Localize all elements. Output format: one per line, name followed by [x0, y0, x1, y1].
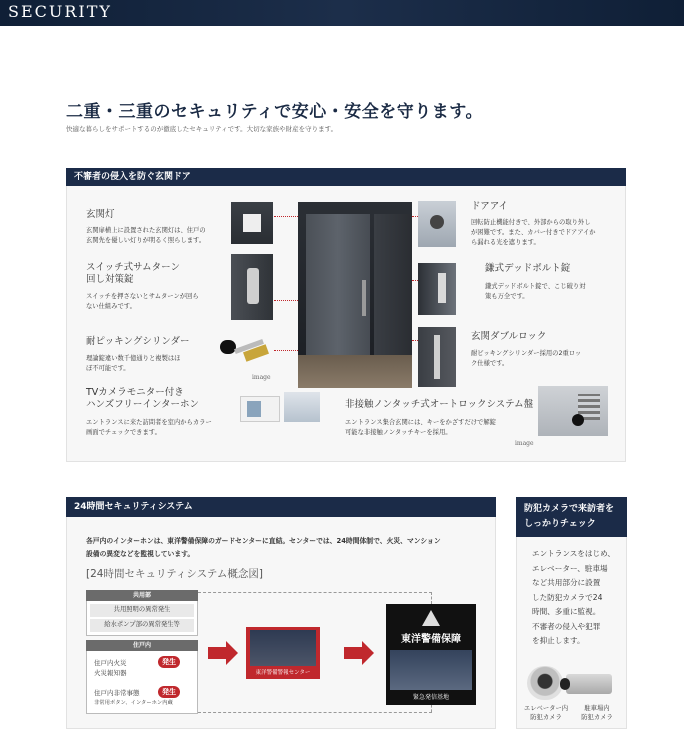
- desc-line: した防犯カメラで24: [532, 592, 603, 602]
- system-section-title: 24時間セキュリティシステム: [66, 497, 496, 517]
- company-label: 緊急発信基地: [412, 694, 449, 701]
- thumbturn-icon: [247, 268, 259, 304]
- dashed-connector-bottom: [198, 712, 432, 713]
- image-caption: image: [252, 374, 271, 381]
- feature-intercom-title: [86, 387, 199, 411]
- leader-line: [274, 300, 298, 301]
- door-handle-icon: [434, 335, 440, 379]
- desc-line: エレベーター、駐車場: [532, 563, 608, 573]
- status-badge: 発生: [158, 656, 180, 668]
- title-line: しっかりチェック: [524, 519, 596, 529]
- leader-line: [412, 216, 418, 217]
- common-row: 共用照明の異常発生: [90, 604, 194, 617]
- desc-line: ら漏れる光を遮ります。: [471, 239, 540, 246]
- door-section-title: 不審者の侵入を防ぐ玄関ドア: [66, 168, 626, 186]
- page-header: [0, 0, 684, 26]
- system-description: [86, 535, 481, 561]
- feature-door-eye-desc: [471, 218, 596, 248]
- door-handle: [362, 280, 366, 316]
- camera-lens-icon: [560, 678, 570, 690]
- dashed-connector-top: [198, 592, 432, 593]
- desc-line: エントランスに来た訪問者を室内からカラー: [86, 419, 212, 426]
- leader-line: [274, 350, 298, 351]
- dashed-connector-top-drop: [431, 592, 432, 604]
- title-line: 回し対策錠: [86, 274, 134, 285]
- desc-line: ぼ不可能です。: [86, 365, 130, 372]
- label-line: エレベーター内: [523, 705, 569, 712]
- porch-light-image: [231, 202, 273, 244]
- desc-line: 設備の異変などを監視しています。: [86, 550, 195, 558]
- guard-center-photo: [250, 630, 316, 666]
- desc-line: 回転防止機能付きで、外部からの取り外し: [471, 219, 591, 226]
- desc-line: 画面でチェックできます。: [86, 429, 161, 436]
- feature-porch-light-desc: [86, 226, 206, 246]
- desc-line: 時間、多重に監視。: [532, 607, 601, 616]
- main-headline: 二重・三重のセキュリティで安心・安全を守ります。: [66, 102, 483, 122]
- desc-line: が困難です。また、カバー付きでドアアイか: [471, 229, 596, 236]
- main-subtitle: 快適な暮らしをサポートするのが徹底したセキュリティです。大切な家族や財産を守ります。: [66, 125, 338, 133]
- page-title: SECURITY: [8, 2, 112, 21]
- guard-center-label: 東洋警備警報センター: [255, 670, 311, 676]
- desc-line: 玄関先を優しい灯りが明るく照らします。: [86, 237, 206, 244]
- company-photo: [390, 650, 472, 690]
- feature-autolock-title: 非接触ノンタッチ式オートロックシステム盤: [345, 399, 534, 410]
- thumbturn-image: [231, 254, 273, 320]
- desc-line: 理論錠違い数千億通りと複製はほ: [86, 355, 181, 362]
- camera-section-title: [516, 497, 627, 537]
- key-tag-icon: [572, 414, 584, 426]
- desc-line: ク仕様です。: [471, 360, 509, 367]
- box-camera-icon: [566, 674, 612, 694]
- title-line: ハンズフリーインターホン: [86, 399, 199, 410]
- company-name: 東洋警備保障: [401, 634, 461, 645]
- label-line: 防犯カメラ: [581, 714, 613, 721]
- door-floor: [298, 355, 412, 388]
- desc-line: 各戸内のインターホンは、東洋警備保障のガードセンターに直結。センターでは、24時間体制で、火災、マンション: [86, 537, 441, 545]
- desc-line: 可能な非接触ノンタッチキーを採用。: [345, 429, 452, 436]
- title-line: TVカメラモニター付き: [86, 387, 184, 398]
- desc-line: 耐ピッキングシリンダー採用の2重ロッ: [471, 350, 582, 357]
- lamp-icon: [243, 214, 261, 232]
- desc-line: エントランスをはじめ、: [532, 549, 615, 558]
- visitor-photo: [284, 392, 320, 422]
- feature-autolock-desc: [345, 418, 496, 438]
- feature-deadbolt-title: 鎌式デッドボルト錠: [485, 263, 571, 274]
- dashed-connector-bottom-rise: [431, 705, 432, 712]
- row-line: 非常用ボタン、インターホン内蔵: [94, 700, 173, 706]
- common-row: 給水ポンプ部の異常発生等: [90, 619, 194, 632]
- dome-camera-icon: [527, 666, 563, 700]
- desc-line: エントランス集合玄関には、キーをかざすだけで解錠: [345, 419, 496, 426]
- double-lock-image: [418, 327, 456, 387]
- feature-thumbturn-desc: [86, 292, 199, 312]
- image-caption: image: [515, 440, 534, 447]
- leader-line: [412, 280, 418, 281]
- desc-line: 玄関扉横上に設置された玄関灯は、住戸の: [86, 227, 206, 234]
- feature-double-lock-title: 玄関ダブルロック: [471, 331, 547, 342]
- key-icon: [220, 340, 236, 354]
- row-line: 住戸内非常事態: [94, 689, 140, 697]
- diagram-title: [24時間セキュリティシステム概念図]: [86, 568, 263, 580]
- common-area-header: 共用部: [86, 590, 198, 601]
- feature-double-lock-desc: [471, 349, 581, 369]
- deadbolt-icon: [438, 273, 446, 303]
- desc-line: など共用部分に設置: [532, 578, 601, 587]
- desc-line: スイッチを押さないとサムターンが回ら: [86, 293, 199, 300]
- unit-row-fire: [94, 658, 127, 678]
- desc-line: 策も万全です。: [485, 293, 529, 300]
- arrow-right-icon: [208, 647, 226, 659]
- feature-cylinder-title: 耐ピッキングシリンダー: [86, 336, 190, 347]
- title-line: 防犯カメラで来訪者を: [524, 504, 615, 514]
- door-panel-image: [306, 214, 370, 359]
- desc-line: を抑止します。: [532, 636, 585, 645]
- feature-intercom-desc: [86, 418, 212, 438]
- monitor-screen-icon: [247, 401, 261, 417]
- autolock-panel-image: [538, 386, 608, 436]
- elevator-camera-label: [522, 704, 570, 722]
- parking-camera-label: [574, 704, 620, 722]
- arrow-right-head-icon: [362, 641, 374, 665]
- door-eye-icon: [430, 215, 444, 229]
- desc-line: ない仕組みです。: [86, 303, 136, 310]
- label-line: 防犯カメラ: [530, 714, 562, 721]
- feature-porch-light-title: 玄関灯: [86, 209, 115, 220]
- camera-description: [532, 547, 622, 649]
- label-line: 駐車場内: [584, 705, 610, 712]
- door-wall: [374, 214, 412, 355]
- intercom-monitor-image: [240, 396, 280, 422]
- leader-line: [274, 216, 298, 217]
- arrow-right-head-icon: [226, 641, 238, 665]
- feature-deadbolt-desc: [485, 282, 586, 302]
- row-line: 住戸内火災: [94, 659, 127, 667]
- desc-line: 不審者の侵入や犯罪: [532, 621, 601, 631]
- deadbolt-image: [418, 263, 456, 315]
- feature-cylinder-desc: [86, 354, 180, 374]
- row-line: 火災報知器: [94, 669, 127, 677]
- title-line: スイッチ式サムターン: [86, 262, 180, 273]
- cylinder-image: [218, 330, 274, 376]
- arrow-right-icon: [344, 647, 362, 659]
- door-eye-image: [418, 201, 456, 247]
- feature-thumbturn-title: [86, 262, 180, 286]
- status-badge: 発生: [158, 686, 180, 698]
- feature-door-eye-title: ドアアイ: [471, 201, 508, 212]
- desc-line: 鎌式デッドボルト錠で、こじ破り対: [485, 283, 586, 290]
- unit-header: 住戸内: [86, 640, 198, 651]
- leader-line: [412, 340, 418, 341]
